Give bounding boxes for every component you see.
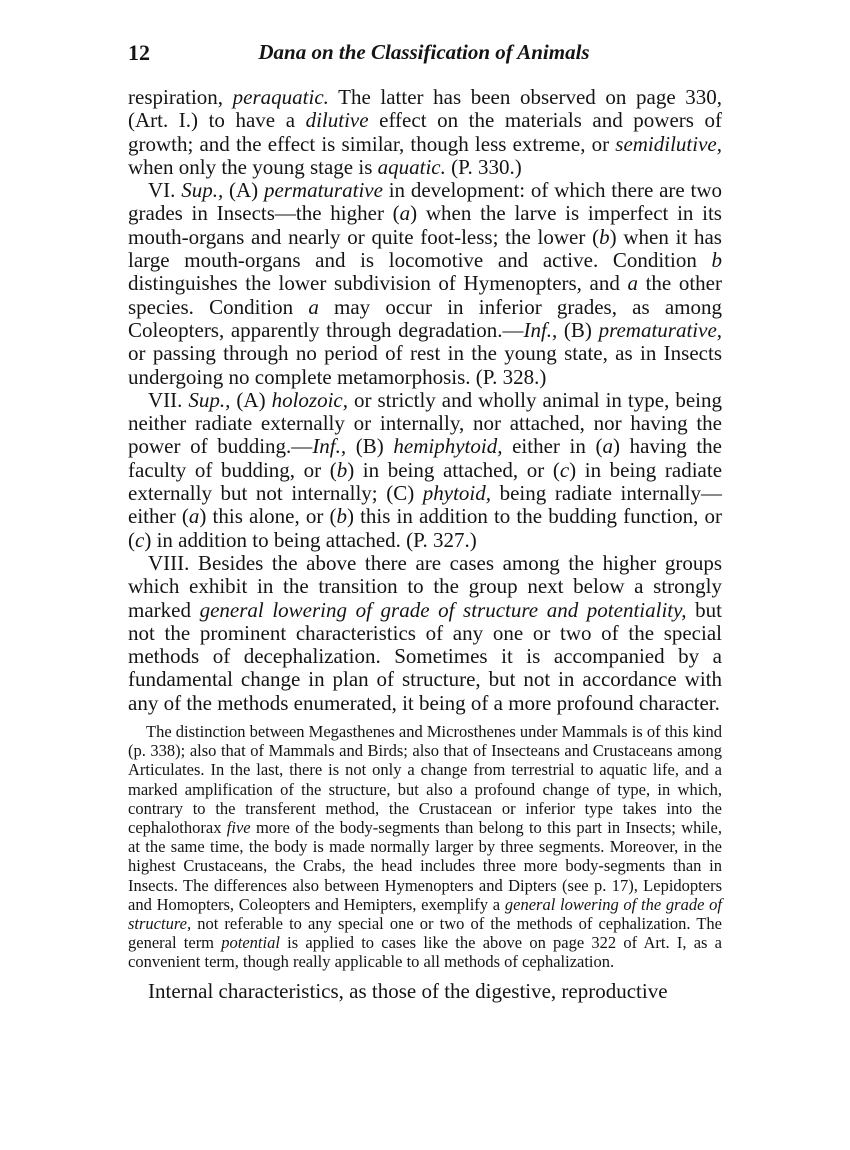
page-body (128, 86, 722, 1003)
paragraph-vii: VII. Sup., (A) holozoic, or strictly and wholly animal in type, being neither radiate externally or internally, nor attached, nor having the power of budding.—Inf., (B) hemiphytoid, either in (a) having the faculty of budding, or (b) in being attached, or (c) in being radiate externally but not internally; (C) phytoid, being radiate internally—either (a) this alone, or (b) this in addition to the budding function, or (c) in addition to being attached. (P. 327.) (128, 387, 723, 552)
closing-block (128, 980, 722, 1003)
paragraph-respiration: respiration, peraquatic. The latter has been observed on page 330, (Art. I.) to have a dilutive effect on the materials and powers of growth; and the effect is similar, though less extreme, or semidilutive, when only the young stage is aquatic. (P. 330.) (128, 85, 722, 179)
paragraph-viii: VIII. Besides the above there are cases among the higher groups which exhibit in the transition to the group next below a strongly marked general lowering of grade of structure and potentiality, but not the prominent characteristics of any one or two of the special methods of decephalization. Sometimes it is accompanied by a fundamental change in plan of structure, but not in accordance with any of the methods enumerated, it being of a more profound character. (128, 550, 722, 715)
page-header (128, 40, 720, 72)
paragraph-vi: VI. Sup., (A) permaturative in development: of which there are two grades in Insects—the higher (a) when the larve is imperfect in its mouth-organs and nearly or quite foot-less; the lower (b) when it has large mouth-organs and is locomotive and active. Condition b distinguishes the lower subdivision of Hymenopters, and a the other species. Condition a may occur in inferior grades, as among Coleopters, apparently through degradation.—Inf., (B) prematurative, or passing through no period of rest in the young state, as in Insects undergoing no complete metamorphosis. (P. 328.) (128, 178, 723, 389)
note-paragraph: The distinction between Megasthenes and Microsthenes under Mammals is of this kind (p. 338); also that of Mammals and Birds; also that of Insecteans and Crustaceans among Articulates. In the last, there is not only a change from terrestrial to aquatic life, and a marked amplification of the structure, but also a profound change of type, in which, contrary to the transferent method, the Crustacean or inferior type takes into the cephalothorax five more of the body-segments than belong to this part in Insects; while, at the same time, the body is made normally larger by three segments. Moreover, in the highest Crustaceans, the Crabs, the head includes three more body-segments than in Insects. The differences also between Hymenopters and Dipters (see p. 17), Lepidopters and Homopters, Coleopters and Hemipters, exemplify a general lowering of the grade of structure, not referable to any special one or two of the methods of cephalization. The general term potential is applied to cases like the above on page 322 of Art. I, as a convenient term, though really applicable to all methods of cephalization. (128, 722, 723, 972)
note-block (128, 722, 722, 972)
running-title: Dana on the Classification of Animals (258, 40, 590, 64)
closing-line: Internal characteristics, as those of the digestive, reproductive (148, 978, 668, 1003)
page-number: 12 (128, 40, 150, 65)
main-text (128, 86, 722, 715)
